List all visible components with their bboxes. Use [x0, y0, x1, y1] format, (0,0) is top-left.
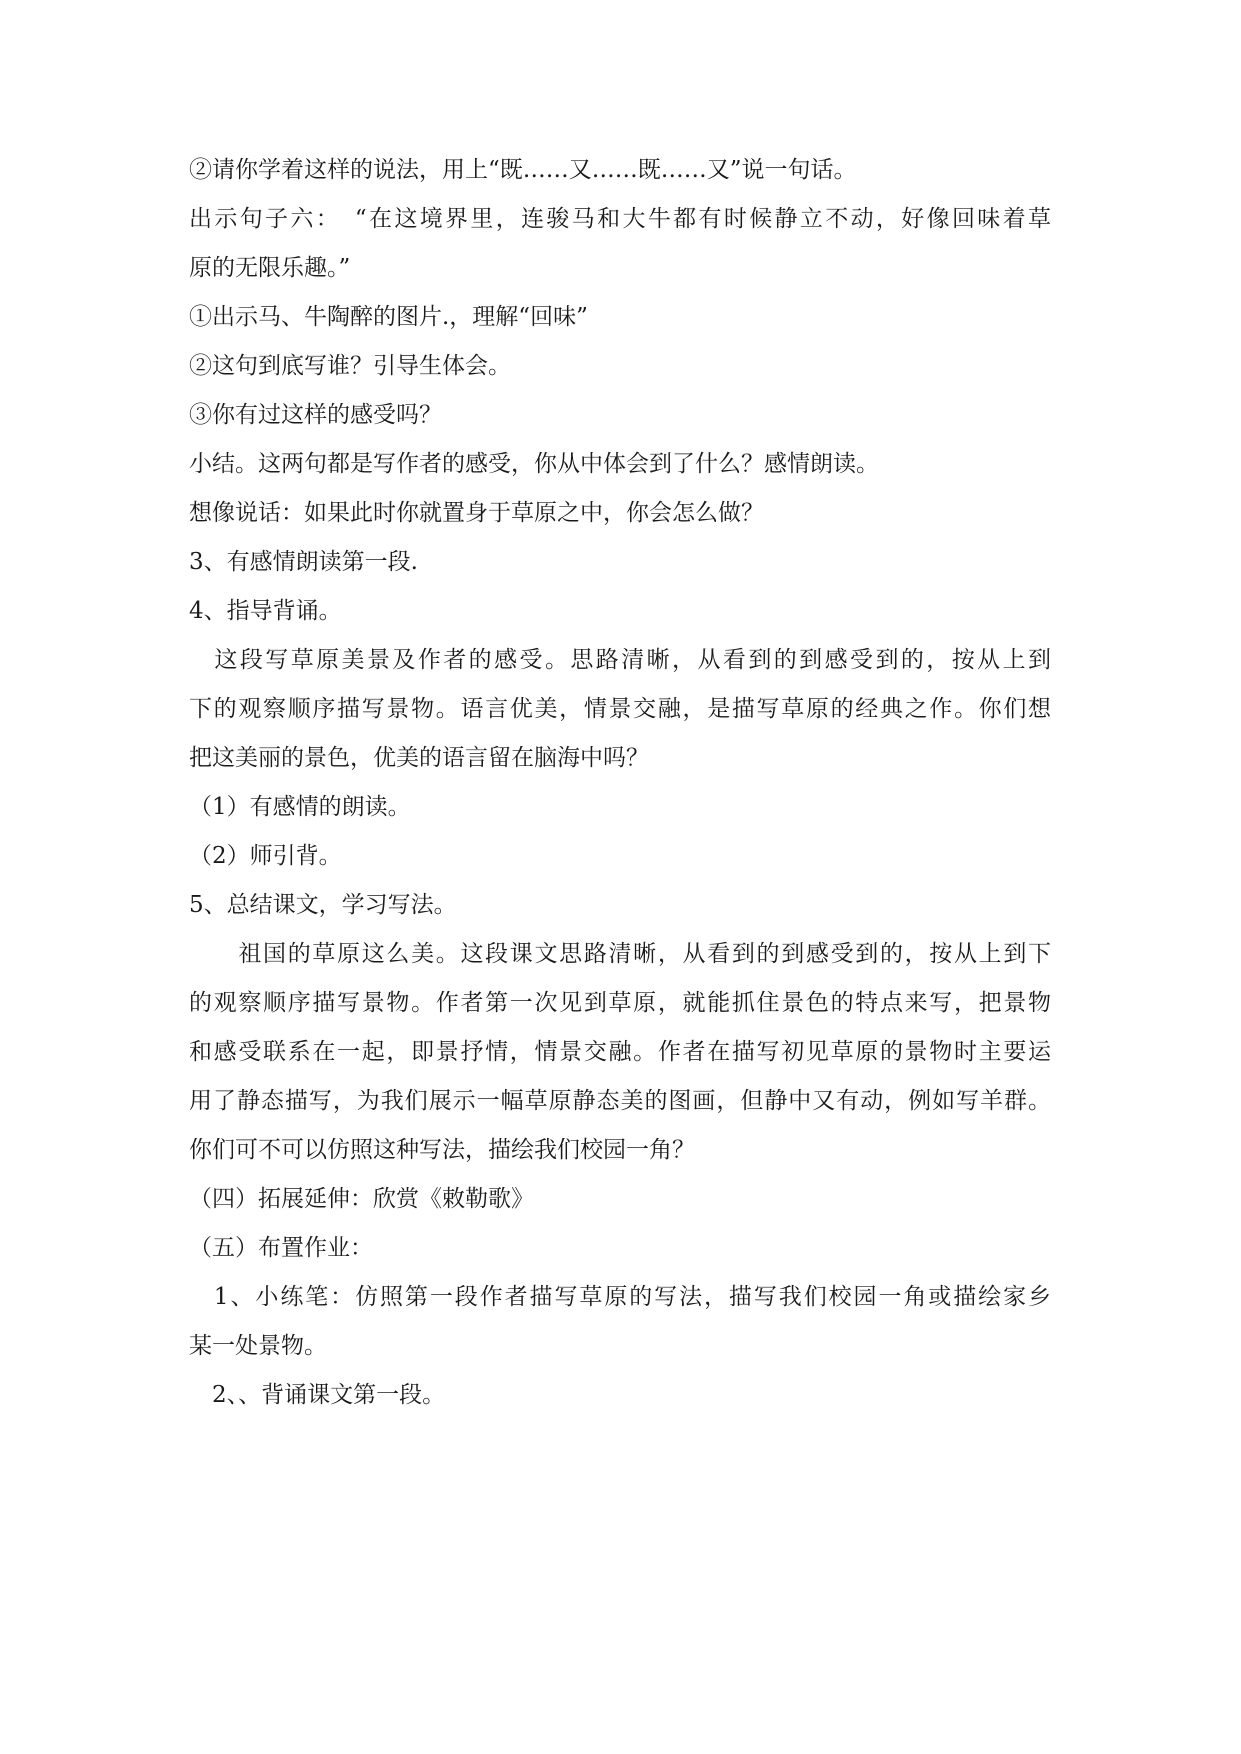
- text-line: 和感受联系在一起，即景抒情，情景交融。作者在描写初见草原的景物时主要运: [189, 1039, 1051, 1065]
- text-line: 小结。这两句都是写作者的感受，你从中体会到了什么？感情朗读。: [189, 451, 879, 477]
- text-line: 原的无限乐趣。”: [189, 255, 351, 281]
- text-line: 下的观察顺序描写景物。语言优美，情景交融，是描写草原的经典之作。你们想: [189, 696, 1051, 722]
- text-line: （1）有感情的朗读。: [189, 794, 411, 820]
- text-line: （五）布置作业：: [189, 1235, 373, 1261]
- text-line: 某一处景物。: [189, 1333, 327, 1359]
- text-line: 用了静态描写，为我们展示一幅草原静态美的图画，但静中又有动，例如写羊群。: [189, 1088, 1051, 1114]
- text-line: 3、有感情朗读第一段.: [189, 549, 418, 575]
- text-line: ①出示马、牛陶醉的图片.，理解“回味”: [189, 304, 588, 330]
- text-line: 出示句子六： “在这境界里，连骏马和大牛都有时候静立不动，好像回味着草: [189, 206, 1051, 232]
- text-line: 祖国的草原这么美。这段课文思路清晰，从看到的到感受到的，按从上到下: [189, 941, 1051, 967]
- text-line: ②这句到底写谁？引导生体会。: [189, 353, 511, 379]
- text-line: 把这美丽的景色，优美的语言留在脑海中吗？: [189, 745, 649, 771]
- text-line: ②请你学着这样的说法，用上“既……又……既……又”说一句话。: [189, 157, 857, 183]
- text-line: （四）拓展延伸：欣赏《敕勒歌》: [189, 1186, 534, 1212]
- text-line: 想像说话：如果此时你就置身于草原之中，你会怎么做？: [189, 500, 764, 526]
- text-line: 你们可不可以仿照这种写法，描绘我们校园一角？: [189, 1137, 695, 1163]
- text-line: 2、、背诵课文第一段。: [189, 1382, 446, 1408]
- text-line: （2）师引背。: [189, 843, 342, 869]
- text-line: 这段写草原美景及作者的感受。思路清晰，从看到的到感受到的，按从上到: [189, 647, 1051, 673]
- text-line: 1、小练笔：仿照第一段作者描写草原的写法，描写我们校园一角或描绘家乡: [189, 1284, 1051, 1310]
- text-line: 的观察顺序描写景物。作者第一次见到草原，就能抓住景色的特点来写，把景物: [189, 990, 1051, 1016]
- text-line: ③你有过这样的感受吗？: [189, 402, 442, 428]
- text-line: 4、指导背诵。: [189, 598, 342, 624]
- text-line: 5、总结课文，学习写法。: [189, 892, 457, 918]
